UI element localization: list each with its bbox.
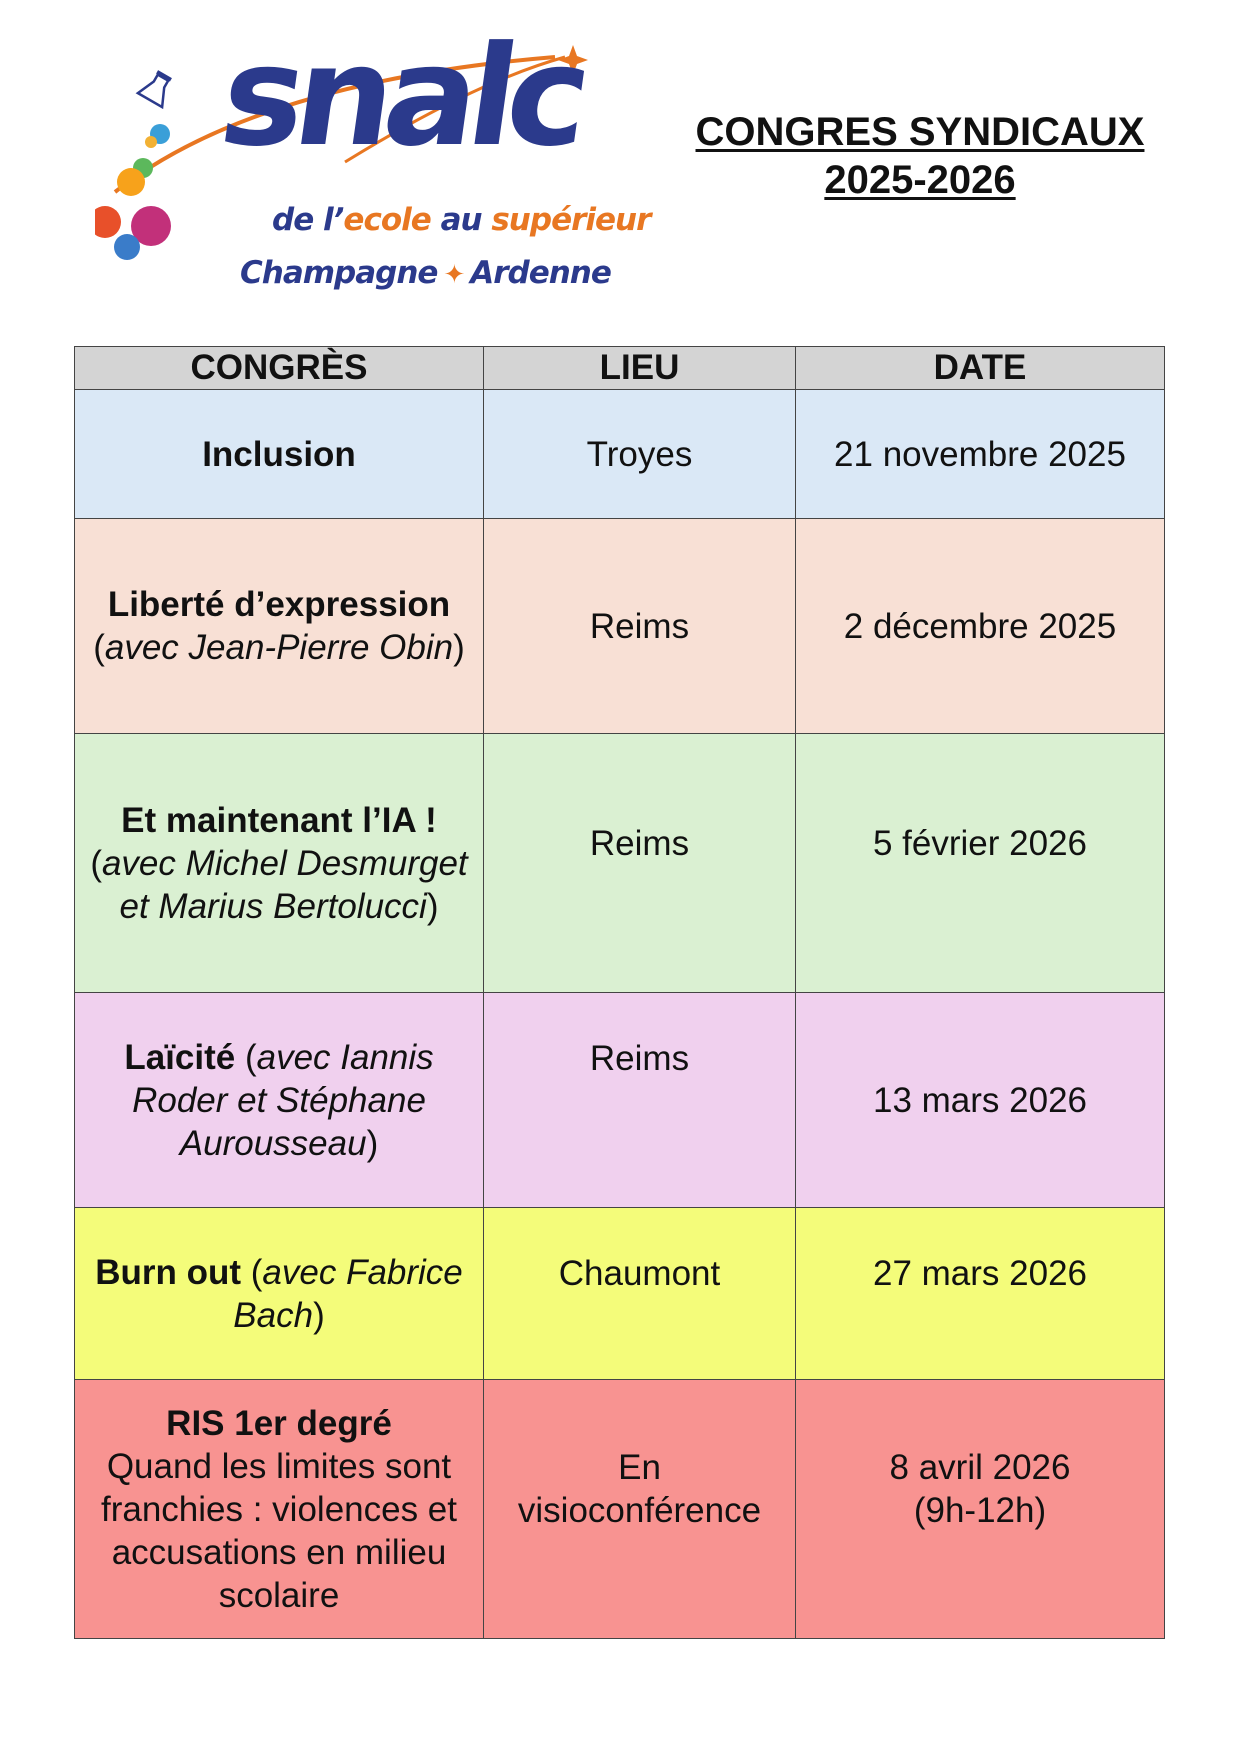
- table-row: [75, 390, 1165, 519]
- date-cell: 21 novembre 2025: [796, 390, 1165, 519]
- lieu-cell: Troyes: [484, 390, 796, 519]
- congres-cell: [75, 1380, 484, 1639]
- congress-schedule-table: [74, 346, 1165, 1639]
- congres-guests: avec Jean-Pierre Obin: [104, 628, 454, 667]
- date-cell: 13 mars 2026: [796, 993, 1165, 1208]
- date-cell: 27 mars 2026: [796, 1208, 1165, 1380]
- header-congres: CONGRÈS: [75, 347, 484, 390]
- lieu-cell: Reims: [484, 993, 796, 1208]
- title-line-2: 2025-2026: [824, 158, 1016, 202]
- lieu-cell: Reims: [484, 519, 796, 734]
- table-row: [75, 519, 1165, 734]
- date-cell: 5 février 2026: [796, 734, 1165, 993]
- snalc-logo: [95, 16, 655, 307]
- congres-cell: [75, 390, 484, 519]
- date-cell: 8 avril 2026 (9h-12h): [796, 1380, 1165, 1639]
- congres-cell: Liberté d’expression (avec Jean-Pierre Obin): [75, 519, 484, 734]
- table-header-row: [75, 347, 1165, 390]
- logo-region: Champagne ✦ Ardenne: [240, 255, 611, 291]
- table-row: [75, 734, 1165, 993]
- document-title: [660, 108, 1180, 204]
- title-line-1: CONGRES SYNDICAUX: [695, 110, 1145, 154]
- congres-name: Et maintenant l’IA !: [121, 800, 437, 840]
- congres-subtitle: Quand les limites sont franchies : violences et accusations en milieu scolaire: [100, 1446, 457, 1615]
- header-date: DATE: [796, 347, 1165, 390]
- lieu-cell: Reims: [484, 734, 796, 993]
- logo-wordmark: snalc: [211, 16, 593, 177]
- congres-name: Inclusion: [202, 434, 356, 474]
- table-row: [75, 1380, 1165, 1639]
- congres-guests: avec Fabrice Bach: [233, 1252, 463, 1335]
- congres-name: RIS 1er degré: [166, 1403, 392, 1443]
- congres-name: Laïcité: [124, 1037, 236, 1077]
- date-cell: 2 décembre 2025: [796, 519, 1165, 734]
- congres-guests: avec Michel Desmurget et Marius Bertolucci: [101, 843, 468, 926]
- table-row: [75, 993, 1165, 1208]
- congres-cell: Burn out (avec Fabrice Bach): [75, 1208, 484, 1380]
- congres-cell: Et maintenant l’IA ! (avec Michel Desmurget et Marius Bertolucci): [75, 734, 484, 993]
- lieu-cell: En visioconférence: [484, 1380, 796, 1639]
- congres-cell: Laïcité (avec Iannis Roder et Stéphane Aurousseau): [75, 993, 484, 1208]
- congres-name: Burn out: [95, 1252, 242, 1292]
- congres-guests: avec Iannis Roder et Stéphane Aurousseau: [132, 1037, 434, 1163]
- congres-name: Liberté d’expression: [107, 585, 451, 624]
- logo-tagline: de l’ecole au supérieur: [272, 202, 651, 238]
- header-lieu: LIEU: [484, 347, 796, 390]
- star-icon: ✦: [443, 260, 465, 290]
- table-row: [75, 1208, 1165, 1380]
- lieu-cell: Chaumont: [484, 1208, 796, 1380]
